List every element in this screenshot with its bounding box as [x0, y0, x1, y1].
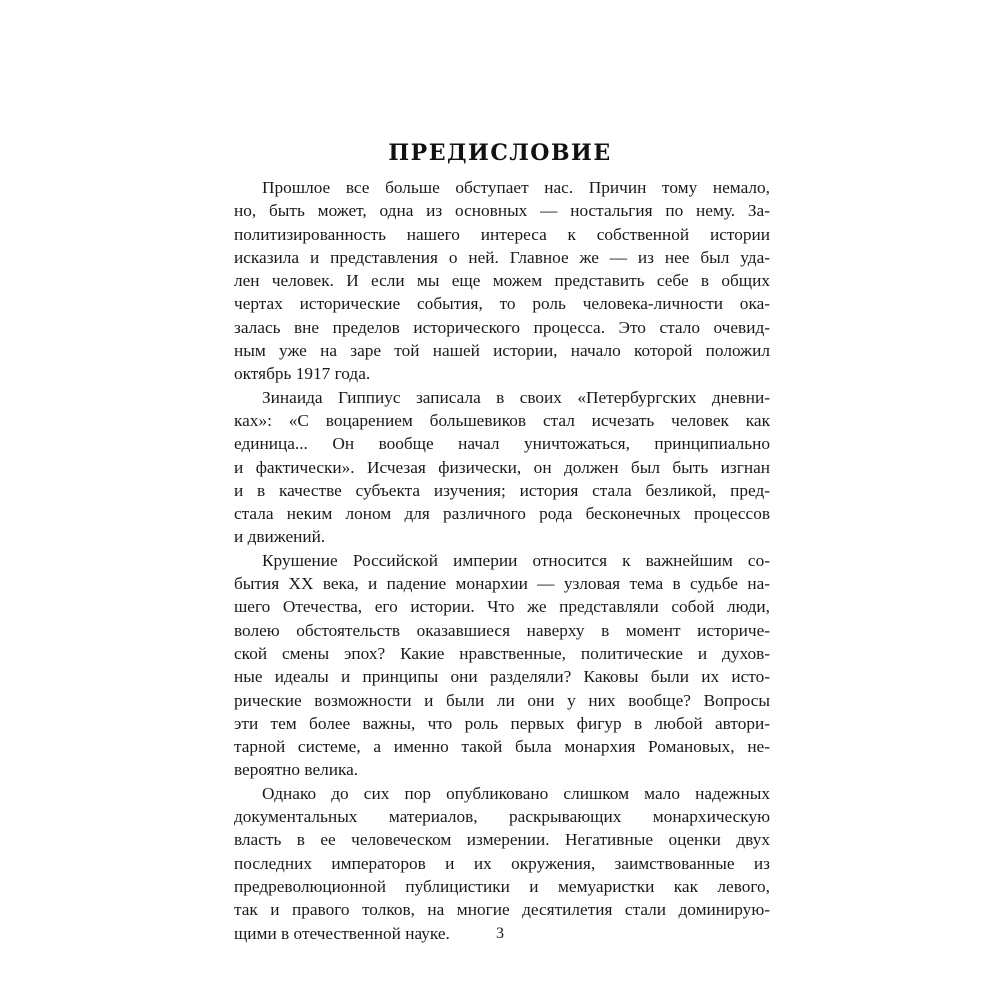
- text-line: Прошлое все больше обступает нас. Причин тому немало,: [262, 178, 770, 197]
- text-line: вероятно велика.: [234, 760, 359, 780]
- body-text: [234, 176, 770, 945]
- text-line: Однако до сих пор опубликовано слишком мало надежных: [262, 783, 770, 803]
- text-line: ные идеалы и принципы они разделяли? Каковы были их исто-: [234, 667, 770, 687]
- text-line: лен человек. И если мы еще можем представить себе в общих: [234, 271, 770, 291]
- text-line: ным уже на заре той нашей истории, начало которой положил: [234, 341, 770, 361]
- text-line: и фактически». Исчезая физически, он должен был быть изгнан: [234, 457, 770, 477]
- paragraph: [234, 782, 770, 945]
- text-line: исказила и представления о ней. Главное же — из нее был уда-: [234, 247, 770, 267]
- text-line: рические возможности и были ли они у них вообще? Вопросы: [234, 690, 770, 710]
- page-title: ПРЕДИСЛОВИЕ: [388, 140, 612, 166]
- page-number: 3: [496, 925, 504, 942]
- text-line: так и правого толков, на многие десятилетия стали доминирую-: [234, 900, 770, 920]
- text-line: стала неким лоном для различного рода бесконечных процессов: [234, 504, 770, 524]
- text-line: эти тем более важны, что роль первых фигур в любой автори-: [234, 713, 770, 733]
- text-line: единица... Он вообще начал уничтожаться, принципиально: [234, 434, 770, 454]
- text-line: и движений.: [234, 527, 326, 547]
- text-line: октябрь 1917 года.: [234, 364, 371, 384]
- text-line: Крушение Российской империи относится к важнейшим со-: [262, 550, 770, 570]
- text-line: политизированность нашего интереса к собственной истории: [234, 224, 770, 244]
- text-line: последних императоров и их окружения, заимствованные из: [234, 853, 770, 873]
- text-line: предреволюционной публицистики и мемуаристки как левого,: [234, 876, 770, 896]
- paragraph: [234, 176, 770, 386]
- text-line: тарной системе, а именно такой была монархия Романовых, не-: [234, 737, 770, 757]
- text-line: но, быть может, одна из основных — ностальгия по нему. За-: [234, 201, 770, 221]
- text-line: чертах исторические события, то роль человека-личности ока-: [234, 294, 770, 314]
- text-line: щими в отечественной науке.: [234, 923, 450, 943]
- text-line: волею обстоятельств оказавшиеся наверху в момент историче-: [234, 620, 770, 640]
- text-line: Зинаида Гиппиус записала в своих «Петербургских дневни-: [262, 387, 770, 407]
- text-line: ках»: «С воцарением большевиков стал исчезать человек как: [234, 410, 770, 430]
- text-line: шего Отечества, его истории. Что же представляли собой люди,: [234, 597, 770, 617]
- text-line: власть в ее человеческом измерении. Негативные оценки двух: [234, 830, 770, 850]
- text-line: бытия XX века, и падение монархии — узловая тема в судьбе на-: [234, 574, 770, 594]
- text-line: и в качестве субъекта изучения; история стала безликой, пред-: [234, 480, 770, 500]
- text-line: документальных материалов, раскрывающих монархическую: [234, 807, 770, 827]
- text-line: ской смены эпох? Какие нравственные, политические и духов-: [234, 643, 770, 663]
- text-line: залась вне пределов исторического процесса. Это стало очевид-: [234, 317, 770, 337]
- paragraph: [234, 386, 770, 549]
- paragraph: [234, 549, 770, 782]
